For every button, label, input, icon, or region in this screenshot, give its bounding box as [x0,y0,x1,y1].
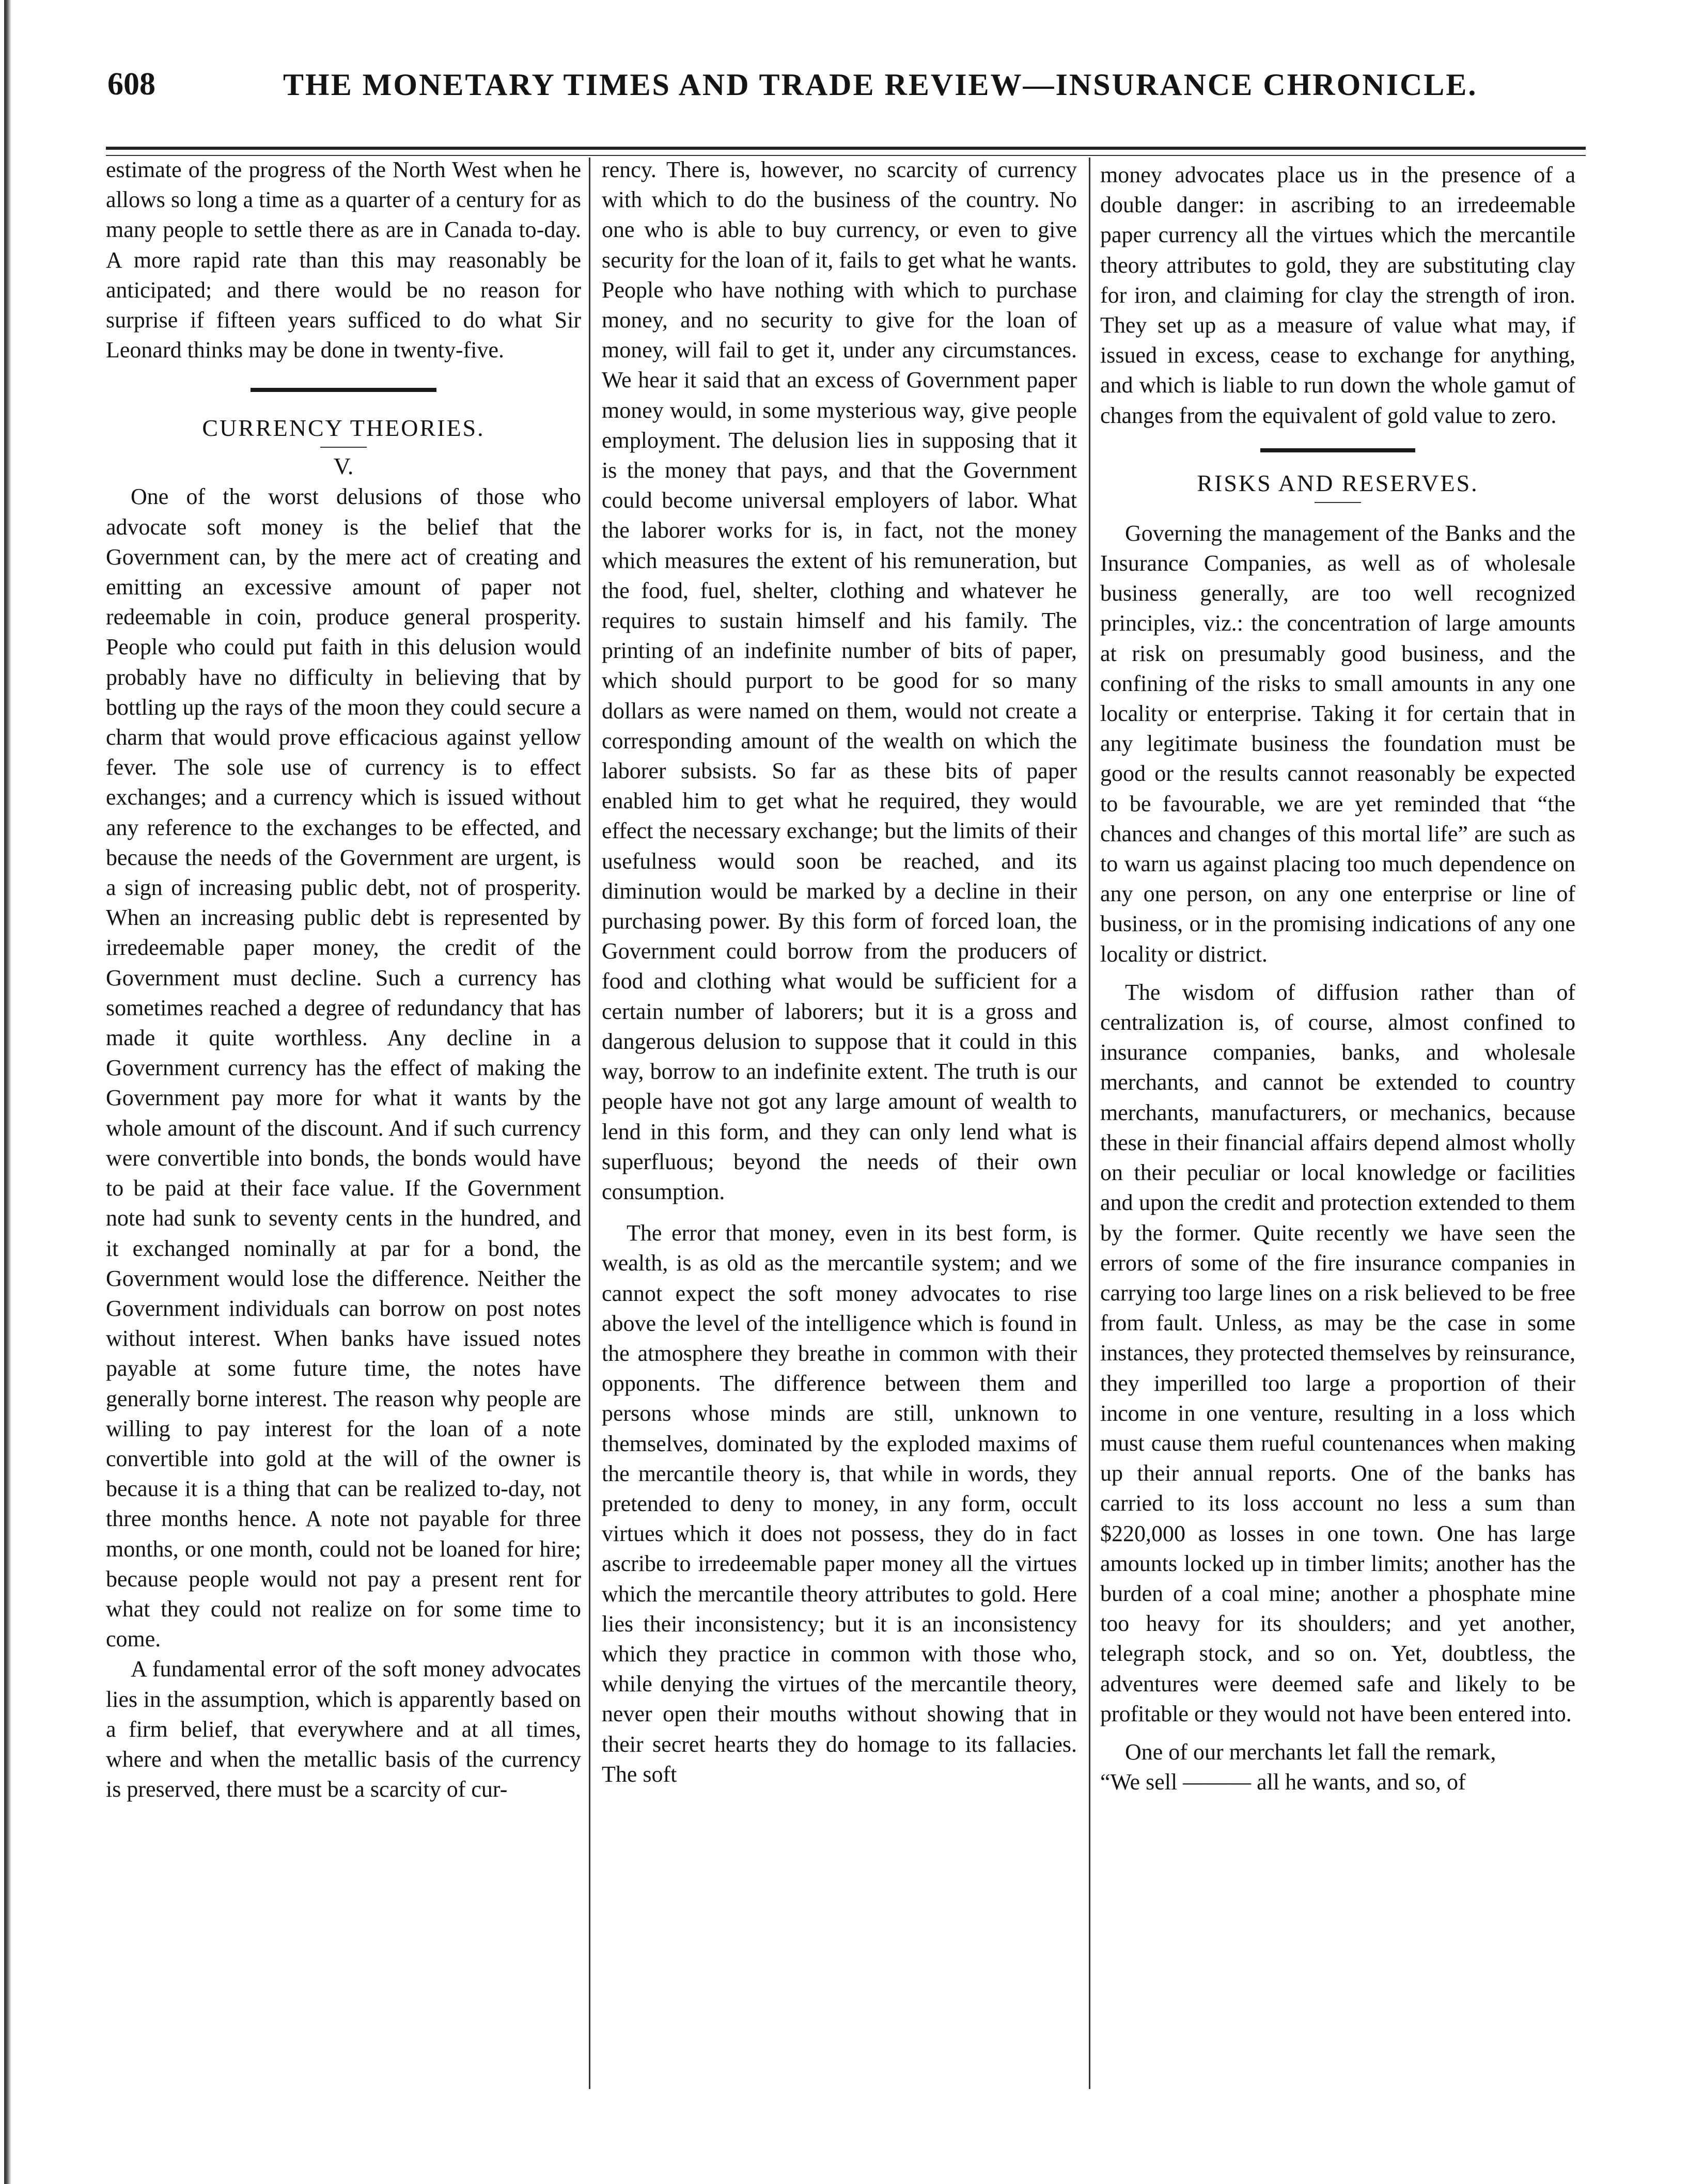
column-divider-2 [1089,158,1090,2089]
article-paragraph: money advocates place us in the presence of a double danger: in ascribing to an irredeemable paper currency all the virtues which the mercantile theory attributes to gold, they are substituting clay for iron, and claiming for clay the strength of iron. They set up as a measure of value what may, if issued in excess, cease to exchange for anything, and which is liable to run down the whole gamut of changes from the equivalent of gold value to zero. [1100,162,1575,428]
section-title-underline [1315,502,1361,503]
column-1 [106,155,581,1804]
page-number: 608 [107,67,155,102]
section-divider-rule [251,388,436,392]
scan-binding-edge [4,0,11,2184]
section-title-risks-and-reserves: RISKS AND RESERVES. [1197,469,1479,496]
section-title-currency-theories: CURRENCY THEORIES. [202,415,485,442]
page-header [107,66,1657,123]
article-paragraph: The error that money, even in its best form, is wealth, is as old as the mercantile system; and we cannot expect the soft money advocates to rise above the level of the intelligence which is found in the atmosphere they breathe in common with their opponents. The difference between them and persons whose minds are still, unknown to themselves, dominated by the exploded maxims of the mercantile theory is, that while in words, they pretended to deny to money, in any form, occult virtues which it does not possess, they do in fact ascribe to irredeemable paper money all the virtues which the mercantile theory attributes to gold. Here lies their inconsistency; but it is an inconsistency which they practice in common with those who, while denying the virtues of the mercantile theory, never open their mouths without showing that in their secret hearts they do homage to its fallacies. The soft [602,1220,1077,1787]
column-3 [1100,160,1575,1797]
article-paragraph-continued: “We sell ——— all he wants, and so, of [1100,1769,1466,1795]
article-paragraph: A fundamental error of the soft money advocates lies in the assumption, which is apparently based on a firm belief, that everywhere and at all times, where and when the metallic basis of the currency is preserved, there must be a scarcity of cur- [106,1656,581,1802]
article-paragraph: One of the worst delusions of those who advocate soft money is the belief that the Government can, by the mere act of creating and emitting an excessive amount of paper not redeemable in coin, produce general prosperity. People who could put faith in this delusion would probably have no difficulty in believing that by bottling up the rays of the moon they could secure a charm that would prove efficacious against yellow fever. The sole use of currency is to effect exchanges; and a currency which is issued without any reference to the exchanges to be effected, and because the needs of the Government are urgent, is a sign of increasing public debt, not of prosperity. When an increasing public debt is represented by irredeemable paper money, the credit of the Government must decline. Such a currency has sometimes reached a degree of redundancy that has made it quite worthless. Any decline in a Government currency has the effect of making the Government pay more for what it wants by the whole amount of the discount. And if such currency were convertible into bonds, the bonds would have to be paid at their face value. If the Government note had sunk to seventy cents in the hundred, and it exchanged nominally at par for a bond, the Government would lose the difference. Neither the Government individuals can borrow on post notes without interest. When banks have issued notes payable at some future time, the notes have generally borne interest. The reason why people are willing to pay interest for the loan of a note convertible into gold at the will of the owner is because it is a thing that can be realized to-day, not three months hence. A note not payable for three months, or one month, could not be loaned for hire; because people would not pay a present rent for what they could not realize on for some time to come. [106,484,581,1652]
article-paragraph: estimate of the progress of the North West when he allows so long a time as a quarter of a century for as many people to settle there as are in Canada to-day. A more rapid rate than this may reasonably be anticipated; and there would be no reason for surprise if fifteen years sufficed to do what Sir Leonard thinks may be done in twenty-five. [106,157,581,363]
header-rule-thick [106,147,1586,150]
column-divider-1 [589,158,590,2089]
column-2 [602,155,1077,1789]
running-title: THE MONETARY TIMES AND TRADE REVIEW—INSURANCE CHRONICLE. [283,68,1478,102]
article-paragraph: One of our merchants let fall the remark, [1125,1739,1496,1765]
article-paragraph: Governing the management of the Banks and the Insurance Companies, as well as of wholesale business generally, are too well recognized principles, viz.: the concentration of large amounts at risk on presumably good business, and the confining of the risks to small amounts in any one locality or enterprise. Taking it for certain that in any legitimate business the foundation must be good or the results cannot reasonably be expected to be favourable, we are yet reminded that “the chances and changes of this mortal life” are such as to warn us against placing too much dependence on any one person, on any one enterprise or line of business, or in the promising indications of any one locality or district. [1100,520,1575,967]
section-title-underline [320,447,367,448]
article-paragraph: The wisdom of diffusion rather than of centralization is, of course, almost confined to insurance companies, banks, and wholesale merchants, and cannot be extended to country merchants, manufacturers, or mechanics, because these in their financial affairs depend almost wholly on their peculiar or local knowledge or facilities and upon the credit and protection extended to them by the former. Quite recently we have seen the errors of some of the fire insurance companies in carrying too large lines on a risk believed to be free from fault. Unless, as may be the case in some instances, they protected themselves by reinsurance, they imperilled too large a proportion of their income in one venture, resulting in a loss which must cause them rueful countenances when making up their annual reports. One of the banks has carried to its loss account no less a sum than $220,000 as losses in one town. One has large amounts locked up in timber limits; another has the burden of a coal mine; another a phosphate mine too heavy for its shoulders; and yet another, telegraph stock, and so on. Yet, doubtless, the adventures were deemed safe and likely to be profitable or they would not have been entered into. [1100,979,1576,1726]
section-number: V. [333,453,354,480]
section-divider-rule [1260,448,1415,452]
article-paragraph: rency. There is, however, no scarcity of currency with which to do the business of the country. No one who is able to buy currency, or even to give security for the loan of it, fails to get what he wants. People who have nothing with which to purchase money, and no security to give for the loan of money, will fail to get it, under any circumstances. We hear it said that an excess of Government paper money would, in some mysterious way, give people employment. The delusion lies in supposing that it is the money that pays, and that the Government could become universal employers of labor. What the laborer works for is, in fact, not the money which measures the extent of his remuneration, but the food, fuel, shelter, clothing and whatever he requires to sustain himself and his family. The printing of an indefinite number of bits of paper, which should purport to be good for so many dollars as were named on them, would not create a corresponding amount of the wealth on which the laborer subsists. So far as these bits of paper enabled him to get what he required, they would effect the necessary exchange; but the limits of their usefulness would soon be reached, and its diminution would be marked by a decline in their purchasing power. By this form of forced loan, the Government could borrow from the producers of food and clothing what would be sufficient for a certain number of laborers; but it is a gross and dangerous delusion to suppose that it could in this way, borrow to an indefinite extent. The truth is our people have not got any large amount of wealth to lend in this form, and they can only lend what is superfluous; beyond the needs of their own consumption. [602,157,1077,1204]
